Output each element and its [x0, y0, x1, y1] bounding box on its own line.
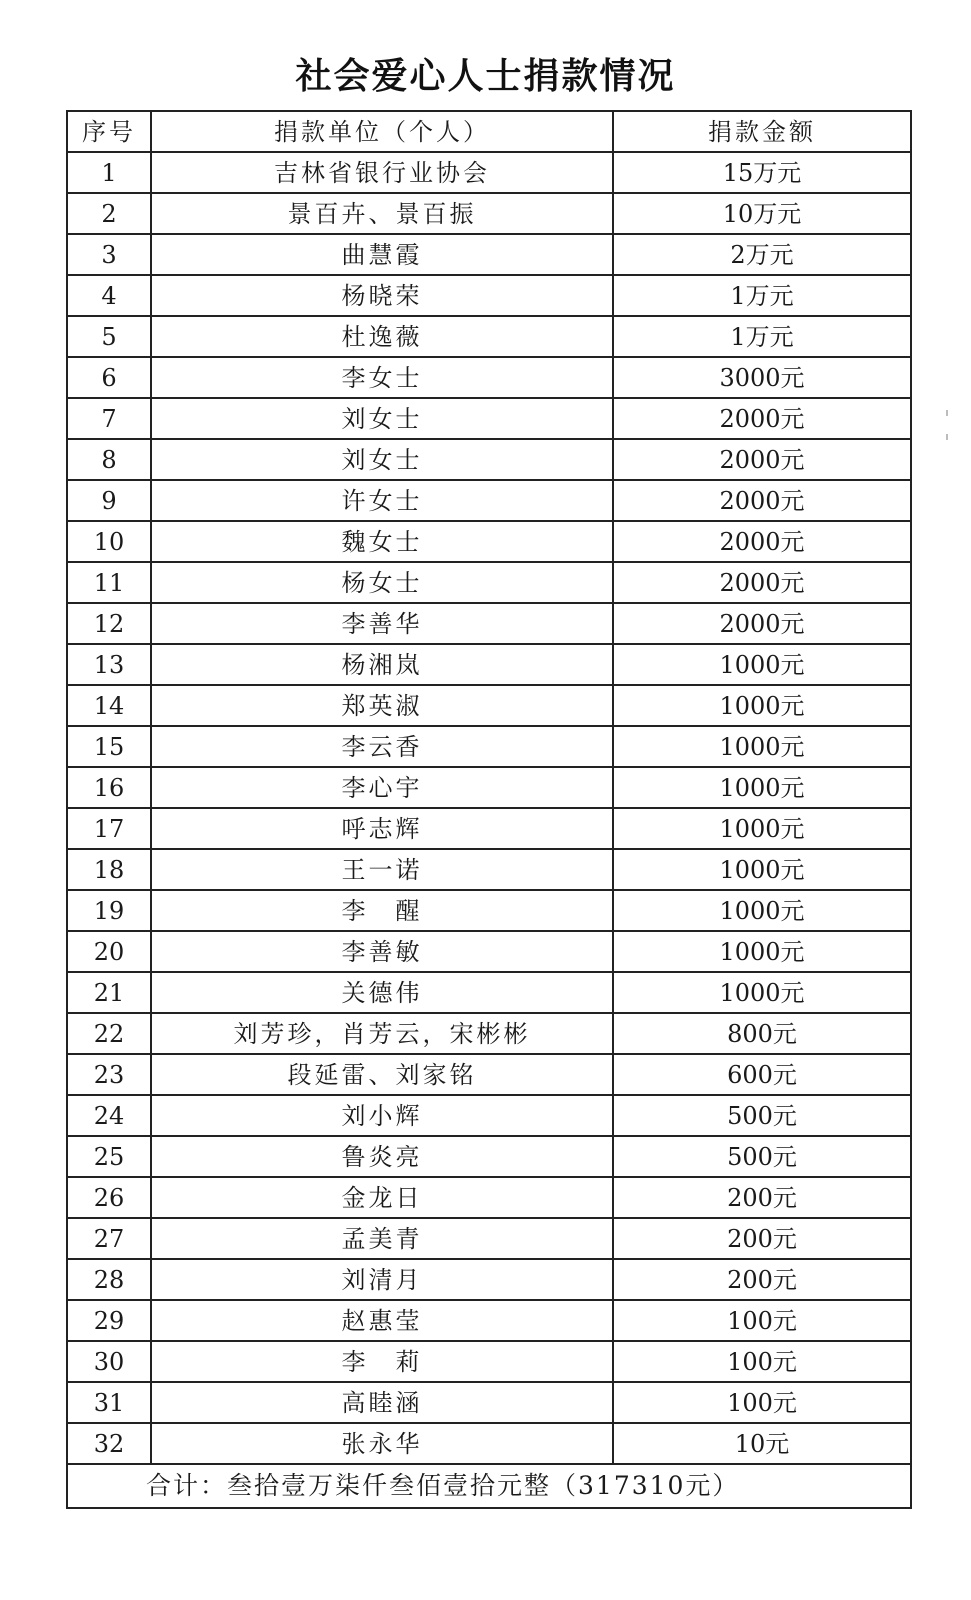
amount-cell: 100元: [613, 1382, 911, 1423]
donor-cell: 杨女士: [151, 562, 613, 603]
table-row: [67, 152, 911, 193]
donor-cell: 孟美青: [151, 1218, 613, 1259]
header-amount: 捐款金额: [613, 111, 911, 152]
seq-cell: 22: [67, 1013, 151, 1054]
seq-cell: 1: [67, 152, 151, 193]
amount-cell: 200元: [613, 1259, 911, 1300]
seq-cell: 24: [67, 1095, 151, 1136]
amount-cell: 3000元: [613, 357, 911, 398]
donor-cell: 景百卉、景百振: [151, 193, 613, 234]
seq-cell: 7: [67, 398, 151, 439]
donor-cell: 关德伟: [151, 972, 613, 1013]
seq-cell: 4: [67, 275, 151, 316]
total-cell: 合计：叁拾壹万柒仟叁佰壹拾元整（317310元）: [67, 1464, 911, 1508]
table-row: [67, 1013, 911, 1054]
donor-cell: 许女士: [151, 480, 613, 521]
donor-cell: 杜逸薇: [151, 316, 613, 357]
donor-cell: 李心宇: [151, 767, 613, 808]
donor-cell: 李云香: [151, 726, 613, 767]
donor-cell: 杨湘岚: [151, 644, 613, 685]
table-row: [67, 1382, 911, 1423]
scan-mark: [946, 410, 948, 416]
table-row: [67, 726, 911, 767]
seq-cell: 23: [67, 1054, 151, 1095]
total-row: [67, 1464, 911, 1508]
seq-cell: 27: [67, 1218, 151, 1259]
table-row: [67, 521, 911, 562]
donor-cell: 吉林省银行业协会: [151, 152, 613, 193]
seq-cell: 16: [67, 767, 151, 808]
donor-cell: 段延雷、刘家铭: [151, 1054, 613, 1095]
seq-cell: 9: [67, 480, 151, 521]
amount-cell: 800元: [613, 1013, 911, 1054]
amount-cell: 1万元: [613, 316, 911, 357]
amount-cell: 2000元: [613, 562, 911, 603]
table-row: [67, 193, 911, 234]
amount-cell: 15万元: [613, 152, 911, 193]
table-row: [67, 439, 911, 480]
seq-cell: 13: [67, 644, 151, 685]
table-row: [67, 480, 911, 521]
seq-cell: 32: [67, 1423, 151, 1464]
donor-cell: 王一诺: [151, 849, 613, 890]
amount-cell: 1000元: [613, 972, 911, 1013]
donor-cell: 李善敏: [151, 931, 613, 972]
table-body: [67, 152, 911, 1464]
seq-cell: 29: [67, 1300, 151, 1341]
table-row: [67, 972, 911, 1013]
seq-cell: 6: [67, 357, 151, 398]
header-donor: 捐款单位（个人）: [151, 111, 613, 152]
donor-cell: 呼志辉: [151, 808, 613, 849]
donor-cell: 金龙日: [151, 1177, 613, 1218]
table-row: [67, 1218, 911, 1259]
amount-cell: 1000元: [613, 644, 911, 685]
donor-cell: 鲁炎亮: [151, 1136, 613, 1177]
donor-cell: 郑英淑: [151, 685, 613, 726]
amount-cell: 1000元: [613, 808, 911, 849]
table-row: [67, 1423, 911, 1464]
table-row: [67, 644, 911, 685]
scan-mark: [946, 434, 948, 440]
seq-cell: 10: [67, 521, 151, 562]
table-row: [67, 275, 911, 316]
amount-cell: 1000元: [613, 849, 911, 890]
donor-cell: 李女士: [151, 357, 613, 398]
table-row: [67, 1095, 911, 1136]
table-row: [67, 1300, 911, 1341]
seq-cell: 5: [67, 316, 151, 357]
amount-cell: 1000元: [613, 685, 911, 726]
donor-cell: 魏女士: [151, 521, 613, 562]
amount-cell: 500元: [613, 1136, 911, 1177]
amount-cell: 100元: [613, 1300, 911, 1341]
table-row: [67, 890, 911, 931]
amount-cell: 500元: [613, 1095, 911, 1136]
seq-cell: 2: [67, 193, 151, 234]
donor-cell: 张永华: [151, 1423, 613, 1464]
seq-cell: 12: [67, 603, 151, 644]
seq-cell: 26: [67, 1177, 151, 1218]
table-footer: [67, 1464, 911, 1508]
amount-cell: 600元: [613, 1054, 911, 1095]
donor-cell: 高睦涵: [151, 1382, 613, 1423]
table-row: [67, 562, 911, 603]
table-row: [67, 1341, 911, 1382]
amount-cell: 1000元: [613, 726, 911, 767]
header-seq: 序号: [67, 111, 151, 152]
donor-cell: 李善华: [151, 603, 613, 644]
table-row: [67, 357, 911, 398]
amount-cell: 1万元: [613, 275, 911, 316]
donation-table: [66, 110, 912, 1509]
amount-cell: 200元: [613, 1218, 911, 1259]
amount-cell: 2000元: [613, 521, 911, 562]
seq-cell: 31: [67, 1382, 151, 1423]
document-title: 社会爱心人士捐款情况: [295, 56, 676, 97]
seq-cell: 30: [67, 1341, 151, 1382]
seq-cell: 21: [67, 972, 151, 1013]
table-row: [67, 685, 911, 726]
amount-cell: 2000元: [613, 398, 911, 439]
table-row: [67, 849, 911, 890]
table-row: [67, 234, 911, 275]
amount-cell: 2000元: [613, 480, 911, 521]
donor-cell: 刘小辉: [151, 1095, 613, 1136]
header-row: [67, 111, 911, 152]
seq-cell: 19: [67, 890, 151, 931]
seq-cell: 8: [67, 439, 151, 480]
seq-cell: 3: [67, 234, 151, 275]
seq-cell: 17: [67, 808, 151, 849]
amount-cell: 2000元: [613, 439, 911, 480]
amount-cell: 1000元: [613, 890, 911, 931]
table-row: [67, 603, 911, 644]
seq-cell: 11: [67, 562, 151, 603]
seq-cell: 18: [67, 849, 151, 890]
amount-cell: 2万元: [613, 234, 911, 275]
seq-cell: 14: [67, 685, 151, 726]
seq-cell: 20: [67, 931, 151, 972]
donor-cell: 刘女士: [151, 398, 613, 439]
donor-cell: 刘芳珍，肖芳云，宋彬彬: [151, 1013, 613, 1054]
amount-cell: 1000元: [613, 931, 911, 972]
table-header: [67, 111, 911, 152]
donor-cell: 赵惠莹: [151, 1300, 613, 1341]
seq-cell: 15: [67, 726, 151, 767]
table-row: [67, 398, 911, 439]
amount-cell: 10万元: [613, 193, 911, 234]
donor-cell: 刘清月: [151, 1259, 613, 1300]
seq-cell: 28: [67, 1259, 151, 1300]
table-row: [67, 1259, 911, 1300]
table-row: [67, 808, 911, 849]
donor-cell: 杨晓荣: [151, 275, 613, 316]
table-row: [67, 316, 911, 357]
donor-cell: 曲慧霞: [151, 234, 613, 275]
table-row: [67, 1054, 911, 1095]
table-row: [67, 931, 911, 972]
donor-cell: 李 莉: [151, 1341, 613, 1382]
amount-cell: 200元: [613, 1177, 911, 1218]
amount-cell: 1000元: [613, 767, 911, 808]
amount-cell: 10元: [613, 1423, 911, 1464]
table-row: [67, 1177, 911, 1218]
seq-cell: 25: [67, 1136, 151, 1177]
amount-cell: 100元: [613, 1341, 911, 1382]
amount-cell: 2000元: [613, 603, 911, 644]
donor-cell: 李 醒: [151, 890, 613, 931]
table-row: [67, 1136, 911, 1177]
donor-cell: 刘女士: [151, 439, 613, 480]
table-row: [67, 767, 911, 808]
